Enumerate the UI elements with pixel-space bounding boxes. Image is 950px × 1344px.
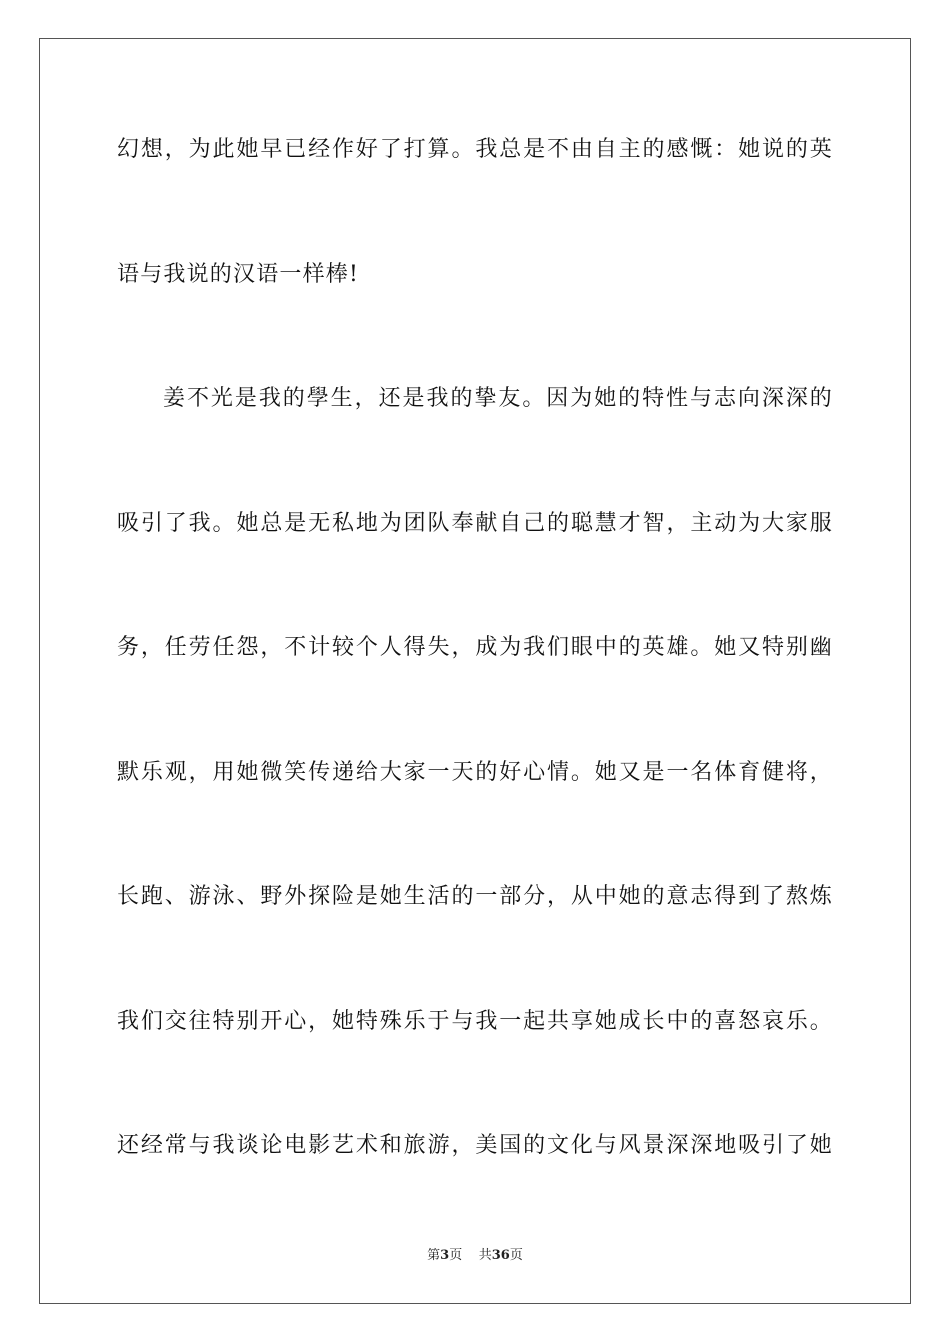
footer-total-pages: 36 (491, 1248, 510, 1263)
page-border (39, 38, 911, 1304)
body-text-line-4: 吸引了我。她总是无私地为团队奉献自己的聪慧才智，主动为大家服 (117, 511, 833, 536)
body-text-line-5: 务，任劳任怨，不计较个人得失，成为我们眼中的英雄。她又特别幽 (117, 635, 833, 660)
page-footer (0, 1247, 950, 1265)
footer-current-page: 3 (440, 1248, 450, 1263)
body-text-line-7: 长跑、游泳、野外探险是她生活的一部分，从中她的意志得到了熬炼 (117, 884, 833, 909)
footer-total-suffix: 页 (509, 1248, 523, 1263)
body-text-line-2: 语与我说的汉语一样棒! (117, 262, 360, 287)
body-text-line-8: 我们交往特别开心，她特殊乐于与我一起共享她成长中的喜怒哀乐。 (117, 1009, 833, 1034)
footer-total-prefix: 共 (478, 1248, 492, 1263)
footer-page-suffix: 页 (449, 1248, 463, 1263)
body-text-line-1: 幻想，为此她早已经作好了打算。我总是不由自主的感慨：她说的英 (117, 137, 833, 162)
body-text-line-9: 还经常与我谈论电影艺术和旅游，美国的文化与风景深深地吸引了她 (117, 1133, 833, 1158)
footer-page-prefix: 第 (427, 1248, 441, 1263)
body-text-line-3: 姜不光是我的學生，还是我的挚友。因为她的特性与志向深深的 (163, 386, 833, 411)
body-text-line-6: 默乐观，用她微笑传递给大家一天的好心情。她又是一名体育健将， (117, 760, 833, 785)
